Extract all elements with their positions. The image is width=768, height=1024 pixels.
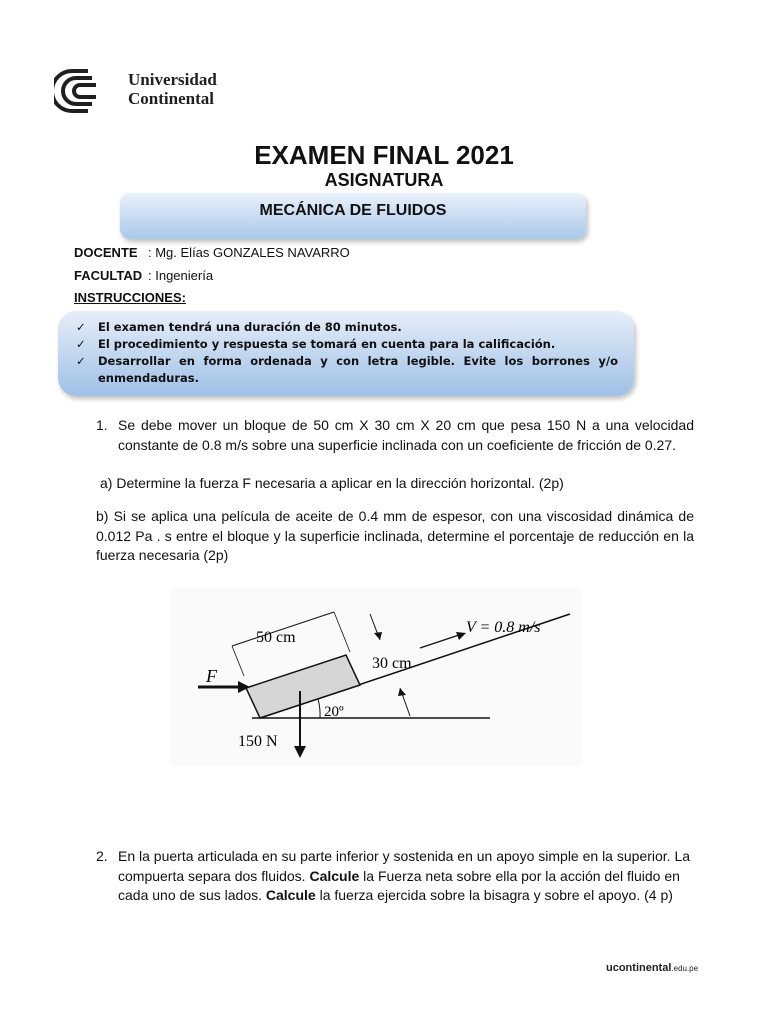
question-2-text-part: En la puerta articulada en su parte inferior y sostenida en un apoyo simple en la superior. La compuerta separa dos fluidos. [118, 848, 691, 884]
force-label: F [206, 666, 217, 686]
docente-value: : Mg. Elías GONZALES NAVARRO [148, 245, 350, 260]
question-1-part-a: a) Determine la fuerza F necesaria a aplicar en la dirección horizontal. (2p) [100, 475, 564, 491]
question-2-text-part: la fuerza ejercida sobre la bisagra y sobre el apoyo. (4 p) [315, 887, 673, 903]
instructions-list [76, 319, 618, 387]
logo-line-2: Continental [128, 89, 214, 108]
logo-line-1: Universidad [128, 70, 217, 89]
facultad-value: : Ingeniería [148, 268, 214, 283]
question-2-bold: Calcule [265, 887, 316, 903]
checkmark-icon: ✓ [76, 354, 86, 368]
checkmark-icon: ✓ [76, 337, 86, 351]
docente-row [74, 245, 350, 260]
question-2-bold: Calcule [309, 867, 360, 884]
question-1-text: Se debe mover un bloque de 50 cm X 30 cm X 20 cm que pesa 150 N a una velocidad constante de 0.8 m/s sobre una superficie inclinada con un coeficiente de fricción de 0.27. [118, 417, 694, 453]
docente-label: DOCENTE [74, 245, 138, 260]
instruction-text: Desarrollar en forma ordenada y con letra legible. Evite los borrones y/o enmendaduras. [98, 354, 618, 385]
question-1 [96, 416, 694, 455]
angle-label: 20º [324, 704, 344, 720]
height-label: 30 cm [372, 655, 412, 672]
instruction-text: El procedimiento y respuesta se tomará en cuenta para la calificación. [98, 337, 556, 351]
exam-title: EXAMEN FINAL 2021 [254, 140, 514, 170]
footer-domain: .edu.pe [671, 964, 699, 973]
inclined-block-diagram [170, 588, 582, 766]
university-name [128, 70, 217, 108]
instructions-heading: INSTRUCCIONES: [74, 290, 186, 305]
footer-brand [606, 962, 698, 974]
velocity-label: V = 0.8 m/s [466, 619, 541, 636]
question-2 [96, 847, 696, 906]
weight-label: 150 N [238, 733, 278, 750]
checkmark-icon: ✓ [76, 320, 86, 334]
question-number: 1. [96, 417, 108, 433]
question-number: 2. [96, 848, 108, 864]
instruction-item [76, 319, 618, 336]
course-name: MECÁNICA DE FLUIDOS [259, 202, 447, 219]
length-label: 50 cm [256, 629, 296, 646]
facultad-row [74, 268, 213, 283]
instruction-item [76, 353, 618, 387]
facultad-label: FACULTAD [74, 268, 143, 283]
question-1-part-b: b) Si se aplica una película de aceite de 0.4 mm de espesor, con una viscosidad dinámica de 0.012 Pa . s entre el bloque y la superficie inclinada, determine el porcentaje de reducción en la fuerza necesaria (2p) [96, 508, 694, 563]
instruction-text: El examen tendrá una duración de 80 minutos. [98, 320, 402, 334]
question-2-text-part: la Fuerza neta sobre ella por la acción del fluido en cada uno de sus lados. [118, 867, 680, 903]
footer-brand-name: ucontinental [606, 962, 672, 974]
question-2-text [118, 847, 696, 906]
exam-subtitle: ASIGNATURA [324, 170, 444, 190]
instruction-item [76, 336, 618, 353]
